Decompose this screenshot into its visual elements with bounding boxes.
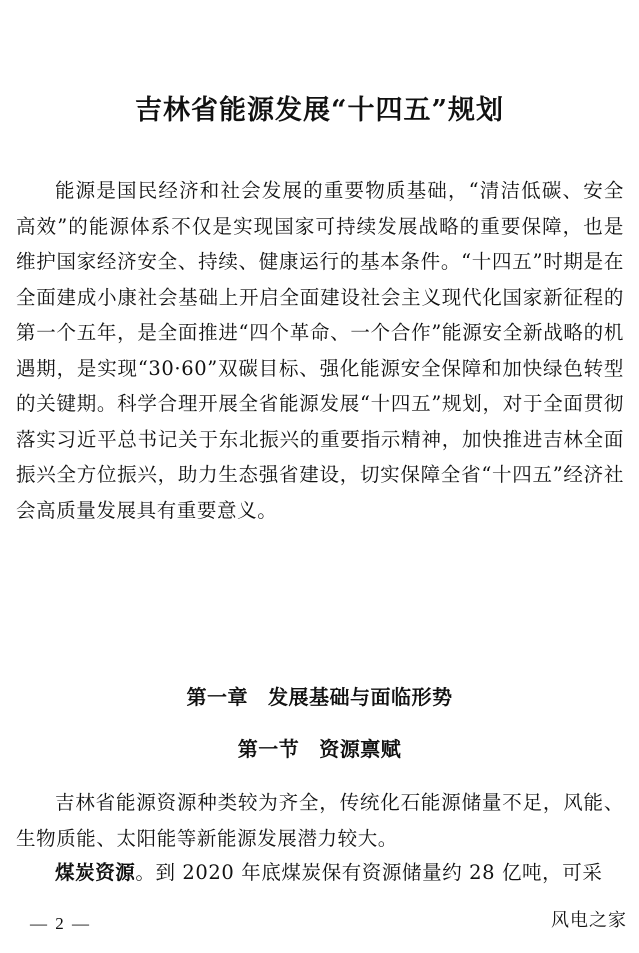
section-title: 资源禀赋 bbox=[319, 737, 402, 761]
section-label: 第一节 bbox=[237, 737, 300, 761]
section-paragraph: 吉林省能源资源种类较为齐全，传统化石能源储量不足，风能、生物质能、太阳能等新能源发展潜力较大。 bbox=[16, 791, 624, 850]
watermark: 风电之家 bbox=[551, 910, 627, 931]
intro-paragraph: 能源是国民经济和社会发展的重要物质基础，“清洁低碳、安全高效”的能源体系不仅是实现国家可持续发展战略的重要保障，也是维护国家经济安全、持续、健康运行的基本条件。“十四五”时期是在全面建成小康社会基础上开启全面建设社会主义现代化国家新征程的第一个五年，是全面推进“四个革命、一个合作”能源安全新战略的机遇期，是实现“30·60”双碳目标、强化能源安全保障和加快绿色转型的关键期。科学合理开展全省能源发展“十四五”规划，对于全面贯彻落实习近平总书记关于东北振兴的重要指示精神，加快推进吉林全面振兴全方位振兴，助力生态强省建设，切实保障全省“十四五”经济社会高质量发展具有重要意义。 bbox=[16, 179, 624, 522]
document-title: 吉林省能源发展“十四五”规划 bbox=[134, 95, 505, 126]
chapter-label: 第一章 bbox=[186, 685, 248, 709]
coal-text: 。到 2020 年底煤炭保有资源储量约 28 亿吨，可采 bbox=[135, 861, 603, 884]
page-number: — 2 — bbox=[30, 914, 91, 933]
chapter-title: 发展基础与面临形势 bbox=[268, 685, 453, 709]
section-heading bbox=[0, 733, 639, 762]
chapter-heading bbox=[0, 681, 639, 710]
coal-paragraph bbox=[16, 855, 624, 891]
coal-term: 煤炭资源 bbox=[55, 861, 136, 884]
